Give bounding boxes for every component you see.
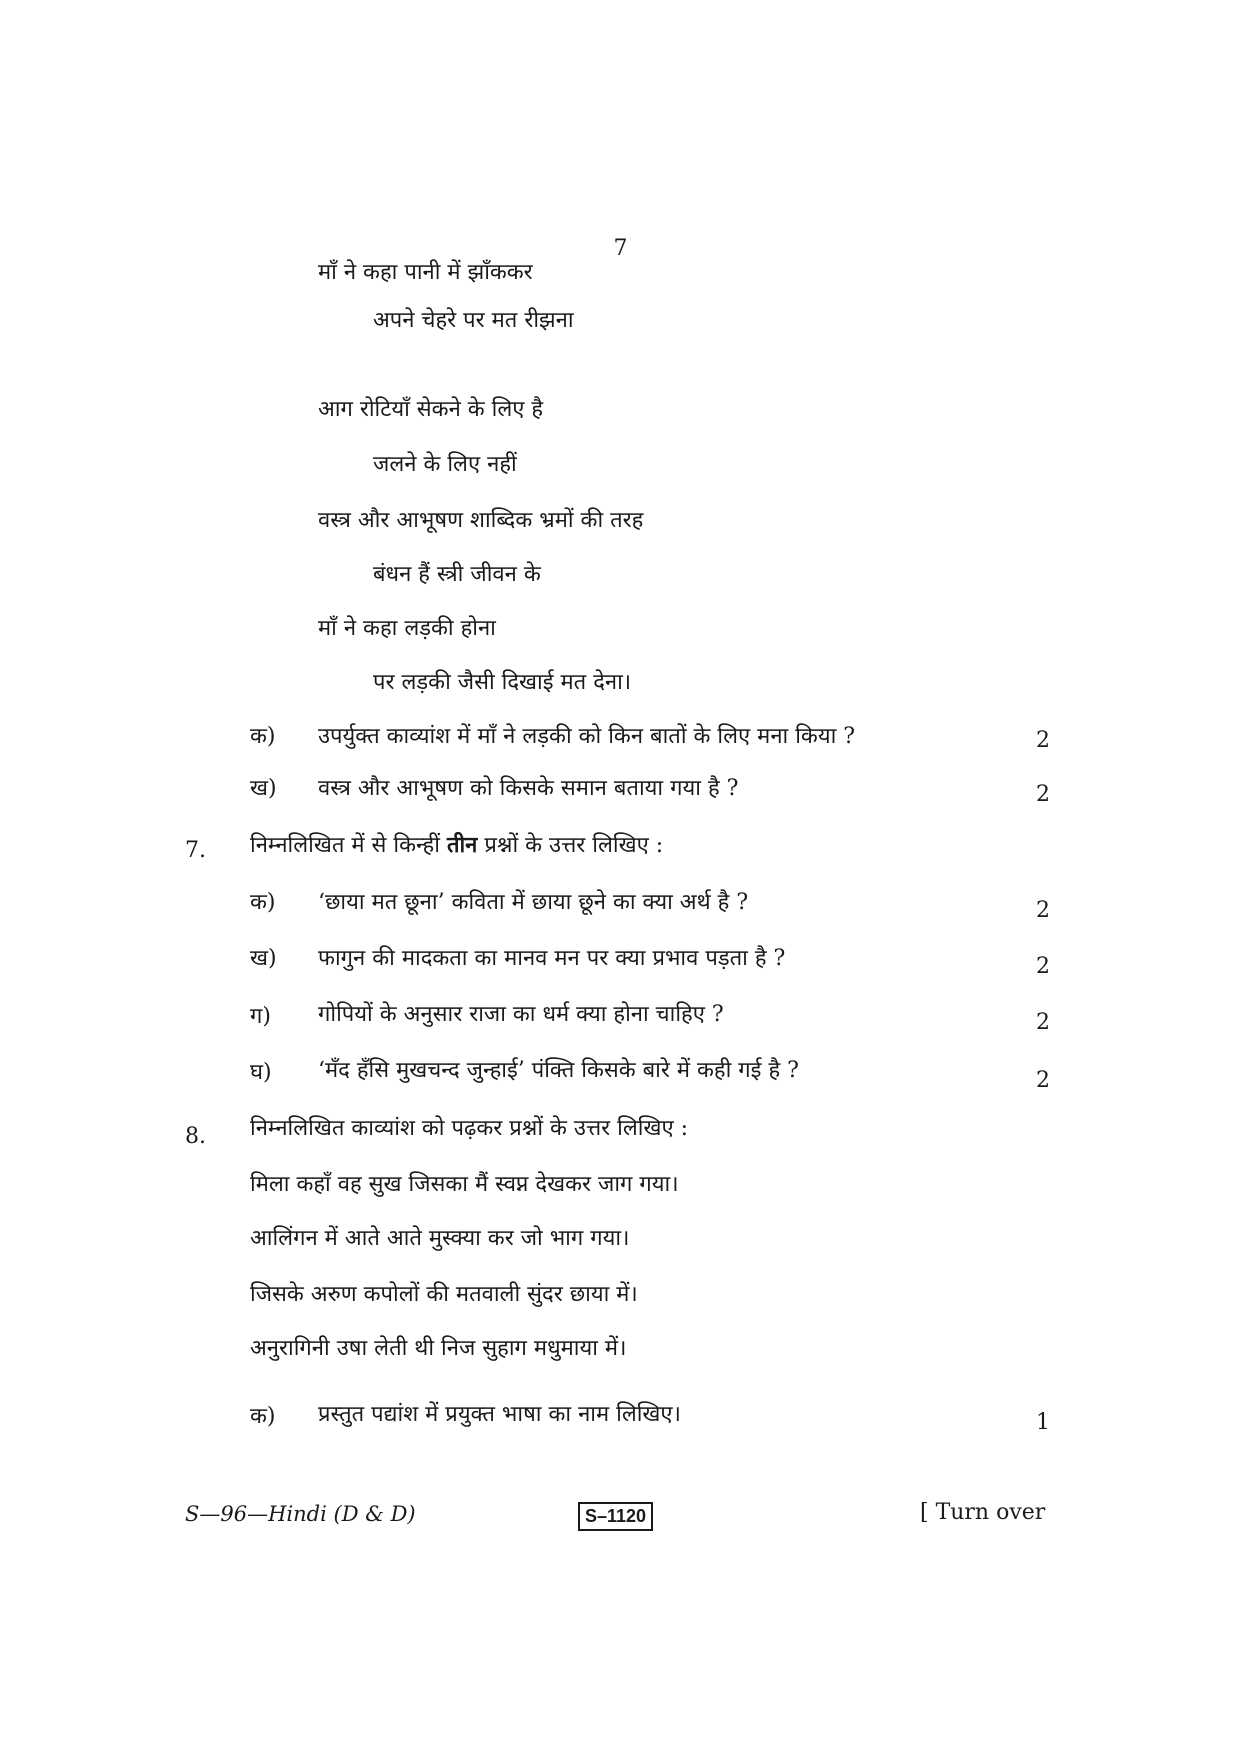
q8-poem-line-3: जिसके अरुण कपोलों की मतवाली सुंदर छाया में। — [250, 1282, 638, 1307]
q6-sub-text: उपर्युक्त काव्यांश में माँ ने लड़की को किन बातों के लिए मना किया ? — [318, 724, 856, 749]
q8-sub-text: प्रस्तुत पद्यांश में प्रयुक्त भाषा का नाम लिखिए। — [318, 1402, 681, 1427]
poem1-line-1: माँ ने कहा पानी में झाँककर — [318, 260, 533, 285]
q8-instruction: निम्नलिखित काव्यांश को पढ़कर प्रश्नों के उत्तर लिखिए : — [250, 1116, 689, 1141]
q6-sub-text: वस्त्र और आभूषण को किसके समान बताया गया है ? — [318, 776, 739, 801]
poem1-line-8: पर लड़की जैसी दिखाई मत देना। — [373, 670, 632, 695]
poem1-line-4: जलने के लिए नहीं — [373, 452, 517, 477]
q7-sub-text: ‘मँद हँसि मुखचन्द जुन्हाई’ पंक्ति किसके बारे में कही गई है ? — [318, 1058, 799, 1083]
q8-poem-line-2: आलिंगन में आते आते मुस्क्या कर जो भाग गया। — [250, 1226, 630, 1251]
q7-sub-label: ग) — [250, 1004, 271, 1029]
footer-turn-over: [ Turn over — [920, 1500, 1046, 1525]
q6-sub-marks: 2 — [1036, 728, 1050, 753]
poem1-line-3: आग रोटियाँ सेकने के लिए है — [318, 397, 544, 422]
q6-sub-label: क) — [250, 724, 276, 749]
q7-sub-label: ख) — [250, 946, 277, 971]
q7-instruction: निम्नलिखित में से किन्हीं तीन प्रश्नों के उत्तर लिखिए : — [250, 832, 664, 858]
q7-sub-marks: 2 — [1036, 898, 1050, 923]
poem1-line-7: माँ ने कहा लड़की होना — [318, 616, 496, 641]
poem1-line-6: बंधन हैं स्त्री जीवन के — [373, 562, 541, 587]
q7-sub-label: घ) — [250, 1060, 272, 1085]
poem1-line-2: अपने चेहरे पर मत रीझना — [373, 308, 574, 333]
q6-sub-label: ख) — [250, 776, 277, 801]
page-number: 7 — [613, 236, 628, 261]
q8-poem-line-1: मिला कहाँ वह सुख जिसका मैं स्वप्न देखकर जाग गया। — [250, 1172, 679, 1197]
footer-series-code: S–1120 — [578, 1502, 653, 1531]
q7-sub-marks: 2 — [1036, 954, 1050, 979]
q8-sub-marks: 1 — [1036, 1410, 1050, 1435]
q8-poem-line-4: अनुरागिनी उषा लेती थी निज सुहाग मधुमाया में। — [250, 1336, 627, 1361]
q7-sub-text: फागुन की मादकता का मानव मन पर क्या प्रभाव पड़ता है ? — [318, 946, 786, 971]
q8-sub-label: क) — [250, 1404, 276, 1429]
q7-sub-text: गोपियों के अनुसार राजा का धर्म क्या होना चाहिए ? — [318, 1002, 724, 1027]
q7-sub-marks: 2 — [1036, 1068, 1050, 1093]
q7-sub-label: क) — [250, 890, 276, 915]
poem1-line-5: वस्त्र और आभूषण शाब्दिक भ्रमों की तरह — [318, 508, 644, 533]
q6-sub-marks: 2 — [1036, 782, 1050, 807]
q7-sub-marks: 2 — [1036, 1010, 1050, 1035]
q7-sub-text: ‘छाया मत छूना’ कविता में छाया छूने का क्या अर्थ है ? — [318, 890, 749, 915]
q8-number: 8. — [185, 1124, 206, 1149]
footer-paper-code: S—96—Hindi (D & D) — [185, 1502, 416, 1526]
q7-number: 7. — [185, 838, 206, 863]
